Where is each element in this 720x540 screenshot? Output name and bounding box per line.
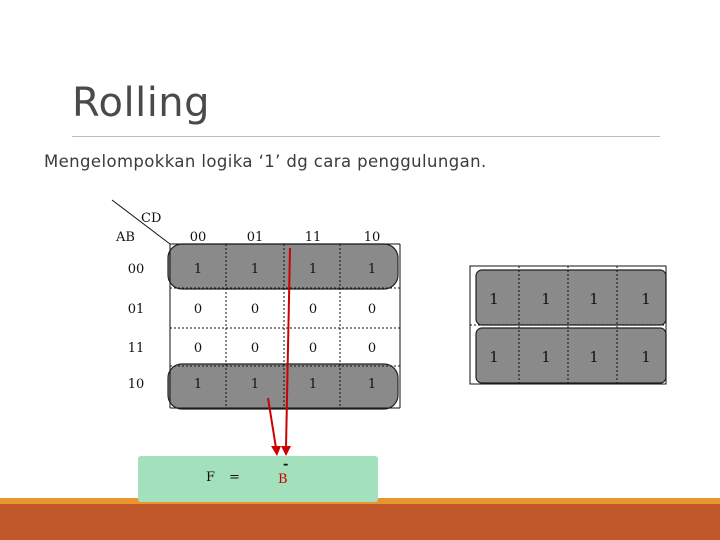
- row-header: 10: [127, 377, 145, 392]
- col-header: 00: [189, 230, 207, 245]
- kmap-cell: 1: [308, 377, 318, 392]
- rolled-cell: 1: [541, 290, 551, 308]
- kmap-cell: 1: [250, 377, 260, 392]
- kmap-cell: 0: [193, 341, 203, 356]
- col-header: 10: [363, 230, 381, 245]
- kmap-cell: 0: [308, 302, 318, 317]
- slide-subtitle: Mengelompokkan logika ‘1’ dg cara penggulungan.: [44, 152, 487, 171]
- kmap-cell: 0: [250, 341, 260, 356]
- row-header: 00: [127, 262, 145, 277]
- row-variable-label: AB: [116, 230, 135, 245]
- arrow-left-head: [271, 446, 281, 456]
- formula-equals: =: [229, 470, 240, 485]
- kmap-cell: 1: [308, 262, 318, 277]
- rolled-cell: 1: [641, 290, 651, 308]
- row-header: 01: [127, 302, 145, 317]
- kmap-cell: 1: [193, 262, 203, 277]
- col-header: 01: [246, 230, 264, 245]
- rolled-cell: 1: [541, 348, 551, 366]
- formula-box: [138, 456, 378, 502]
- rolled-cell: 1: [589, 290, 599, 308]
- rolled-cell: 1: [489, 348, 499, 366]
- rolled-cell: 1: [589, 348, 599, 366]
- kmap-cell: 0: [367, 302, 377, 317]
- col-variable-label: CD: [141, 211, 162, 226]
- kmap-cell: 0: [250, 302, 260, 317]
- kmap-cell: 1: [250, 262, 260, 277]
- kmap-cell: 1: [193, 377, 203, 392]
- kmap-cell: 0: [193, 302, 203, 317]
- rolled-map: [470, 266, 666, 384]
- formula-lhs: F: [206, 470, 216, 485]
- kmap-cell: 0: [367, 341, 377, 356]
- formula-overbar: -: [283, 457, 289, 472]
- col-header: 11: [304, 230, 322, 245]
- rolled-cell: 1: [641, 348, 651, 366]
- kmap-cell: 1: [367, 262, 377, 277]
- kmap-cell: 0: [308, 341, 318, 356]
- kmap-cell: 1: [367, 377, 377, 392]
- slide-title: Rolling: [72, 80, 211, 126]
- footer-accent-bar: [0, 498, 720, 540]
- arrow-right-head: [281, 446, 291, 456]
- rolled-cell: 1: [489, 290, 499, 308]
- formula-rhs: B: [278, 472, 288, 487]
- row-header: 11: [127, 341, 145, 356]
